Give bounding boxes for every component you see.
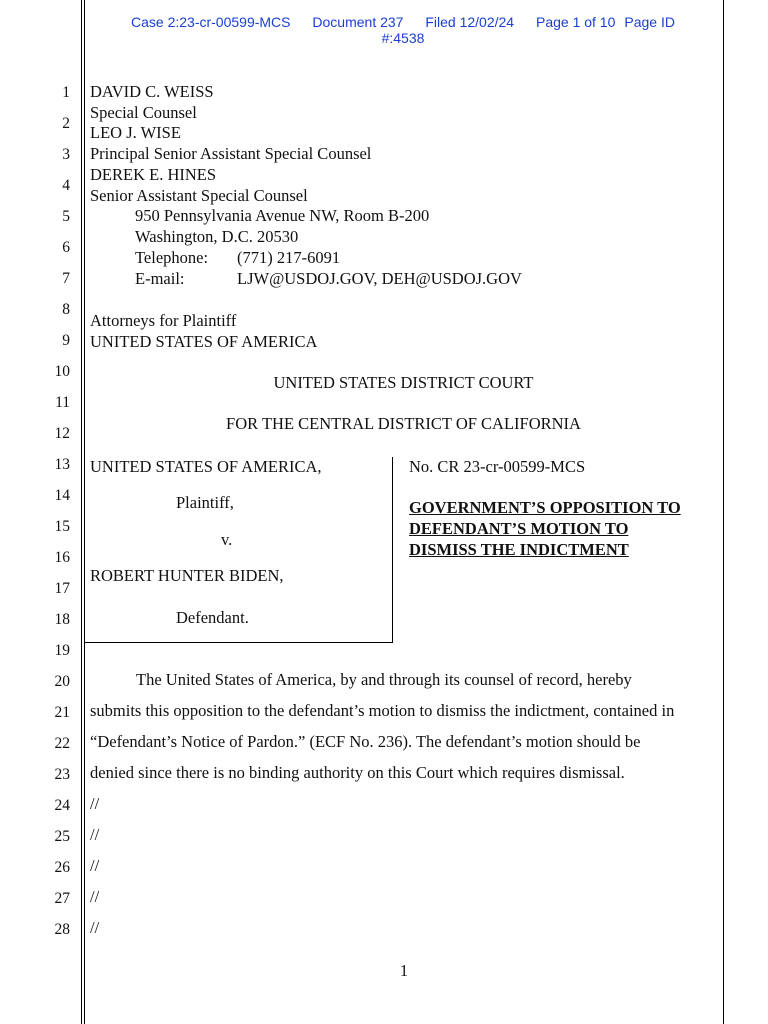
line-number: 21 [54,704,70,721]
slash-marker: // [90,825,100,844]
filing-header [88,14,718,46]
counsel-title: Special Counsel [90,103,197,122]
telephone-number: (771) 217-6091 [237,248,341,267]
counsel-title: Principal Senior Assistant Special Counsel [90,144,372,163]
line-number: 25 [54,828,70,845]
line-number: 19 [54,642,70,659]
line-number: 2 [62,115,70,132]
line-number: 20 [54,673,70,690]
page-number: 1 [399,961,409,980]
slash-marker: // [90,856,100,875]
court-name: UNITED STATES DISTRICT COURT [273,373,534,392]
line-number: 10 [54,363,70,380]
document-title-line-1: GOVERNMENT’S OPPOSITION TO [409,498,681,517]
line-number: 6 [62,239,70,256]
line-number: 4 [62,177,70,194]
line-number: 27 [54,890,70,907]
header-page-id-number: #:4538 [381,30,425,46]
caption-vertical-rule [392,457,393,643]
header-filed-date: Filed 12/02/24 [425,14,515,30]
line-number: 7 [62,270,70,287]
header-document-number: Document 237 [312,14,404,30]
caption-plaintiff-role: Plaintiff, [176,493,234,512]
body-text-line: denied since there is no binding authority on this Court which requires dismissal. [90,763,625,782]
line-number: 12 [54,425,70,442]
slash-marker: // [90,918,100,937]
line-number: 16 [54,549,70,566]
case-number: No. CR 23-cr-00599-MCS [409,457,586,476]
counsel-name: LEO J. WISE [90,123,181,142]
document-title-line-2: DEFENDANT’S MOTION TO [409,519,629,538]
line-number: 18 [54,611,70,628]
court-district: FOR THE CENTRAL DISTRICT OF CALIFORNIA [226,414,581,433]
line-number: 28 [54,921,70,938]
line-number: 1 [62,84,70,101]
header-page-id-label: Page ID [624,14,675,30]
line-number: 14 [54,487,70,504]
line-number: 24 [54,797,70,814]
line-number: 9 [62,332,70,349]
caption-defendant: ROBERT HUNTER BIDEN, [90,566,284,585]
line-number: 22 [54,735,70,752]
line-number: 26 [54,859,70,876]
line-number: 17 [54,580,70,597]
line-number: 5 [62,208,70,225]
caption-plaintiff: UNITED STATES OF AMERICA, [90,457,322,476]
counsel-address-city: Washington, D.C. 20530 [135,227,299,246]
left-margin-rule-1 [81,0,82,1024]
slash-marker: // [90,794,100,813]
document-title-line-3: DISMISS THE INDICTMENT [409,540,629,559]
counsel-address-street: 950 Pennsylvania Avenue NW, Room B-200 [135,206,430,225]
email-addresses: LJW@USDOJ.GOV, DEH@USDOJ.GOV [237,269,522,288]
attorneys-for-label: Attorneys for Plaintiff [90,311,237,330]
caption-defendant-role: Defendant. [176,608,249,627]
right-margin-rule [723,0,724,1024]
counsel-name: DEREK E. HINES [90,165,217,184]
header-page-count: Page 1 of 10 [535,14,616,30]
caption-bottom-rule [84,642,393,643]
body-text-line: The United States of America, by and through its counsel of record, hereby [136,670,632,689]
line-number: 3 [62,146,70,163]
line-number: 23 [54,766,70,783]
represented-party: UNITED STATES OF AMERICA [90,332,318,351]
caption-versus: v. [221,530,233,549]
header-case-number: Case 2:23-cr-00599-MCS [131,14,291,30]
left-margin-rule-2 [84,0,85,1024]
counsel-name: DAVID C. WEISS [90,82,214,101]
counsel-title: Senior Assistant Special Counsel [90,186,308,205]
line-number: 8 [62,301,70,318]
telephone-label: Telephone: [135,248,209,267]
slash-marker: // [90,887,100,906]
line-number: 13 [54,456,70,473]
body-text-line: submits this opposition to the defendant’s motion to dismiss the indictment, contained in [90,701,675,720]
line-number: 11 [55,394,70,411]
email-label: E-mail: [135,269,185,288]
body-text-line: “Defendant’s Notice of Pardon.” (ECF No. 236). The defendant’s motion should be [90,732,641,751]
line-number: 15 [54,518,70,535]
